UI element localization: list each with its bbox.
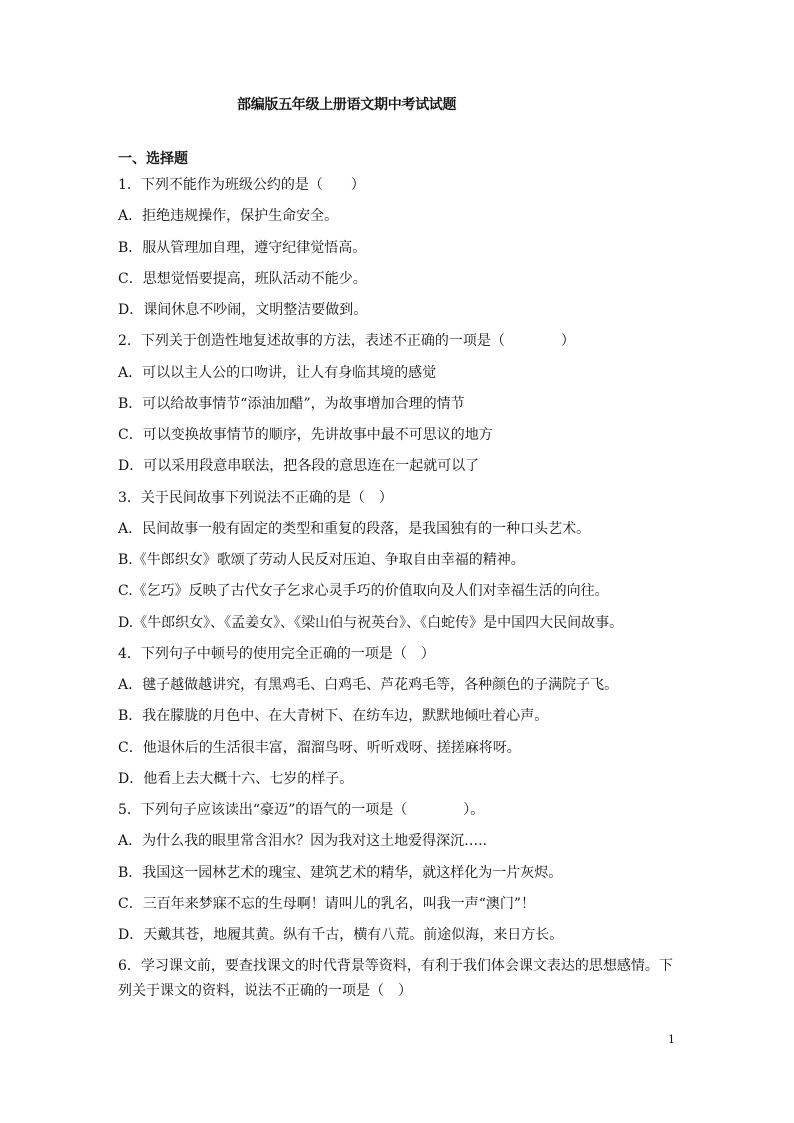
- question-2-option-a: A．可以以主人公的口吻讲，让人有身临其境的感觉: [118, 364, 437, 381]
- question-list: [118, 174, 688, 1012]
- question-4-option-c: C．他退休后的生活很丰富，溜溜鸟呀、听听戏呀、搓搓麻将呀。: [118, 739, 521, 756]
- document-title: 部编版五年级上册语文期中考试试题: [237, 97, 457, 113]
- question-2-option-d: D．可以采用段意串联法，把各段的意思连在一起就可以了: [118, 458, 480, 475]
- question-4-option-d: D．他看上去大概十六、七岁的样子。: [118, 770, 354, 787]
- question-2-option-b: B．可以给故事情节“添油加醋”，为故事增加合理的情节: [118, 395, 465, 412]
- question-1-stem: 1．下列不能作为班级公约的是（ ）: [118, 177, 365, 193]
- question-1-option-d: D．课间休息不吵闹，文明整洁要做到。: [118, 302, 368, 318]
- question-1-option-c: C．思想觉悟要提高，班队活动不能少。: [118, 270, 367, 287]
- question-5-option-a: A．为什么我的眼里常含泪水？因为我对这土地爱得深沉…..: [118, 833, 488, 850]
- question-4-option-a: A．毽子越做越讲究，有黑鸡毛、白鸡毛、芦花鸡毛等，各种颜色的子满院子飞。: [118, 677, 619, 693]
- question-5-option-b: B．我国这一园林艺术的瑰宝、建筑艺术的精华，就这样化为一片灰烬。: [118, 864, 563, 881]
- question-4-stem: 4．下列句子中顿号的使用完全正确的一项是（ ）: [118, 645, 435, 662]
- question-3-stem: 3．关于民间故事下列说法不正确的是（ ）: [118, 489, 393, 506]
- question-3-option-d: D.《牛郎织女》、《孟姜女》、《梁山伯与祝英台》、《白蛇传》是中国四大民间故事。: [118, 614, 624, 631]
- question-1-option-a: A．拒绝违规操作，保护生命安全。: [118, 208, 339, 225]
- question-6-stem: 6．学习课文前，要查找课文的时代背景等资料，有利于我们体会课文表达的思想感情。下: [118, 958, 673, 975]
- section-heading: 一、选择题: [118, 151, 188, 167]
- question-4-option-b: B．我在朦胧的月色中、在大青树下、在纺车边，默默地倾吐着心声。: [118, 708, 549, 725]
- question-3-option-a: A．民间故事一般有固定的类型和重复的段落，是我国独有的一种口头艺术。: [118, 520, 591, 537]
- page-number: 1: [668, 1033, 675, 1046]
- question-5-option-c: C．三百年来梦寐不忘的生母啊！请叫儿的乳名，叫我一声“澳门”！: [118, 895, 536, 912]
- question-3-option-c: C.《乞巧》反映了古代女子乞求心灵手巧的价值取向及人们对幸福生活的向往。: [118, 583, 609, 600]
- question-2-option-c: C．可以变换故事情节的顺序，先讲故事中最不可思议的地方: [118, 427, 493, 443]
- question-2-stem: 2．下列关于创造性地复述故事的方法，表述不正确的一项是（ ）: [118, 333, 575, 350]
- question-6-stem-continued: 列关于课文的资料，说法不正确的一项是（ ）: [118, 983, 412, 1000]
- question-3-option-b: B.《牛郎织女》歌颂了劳动人民反对压迫、争取自由幸福的精神。: [118, 552, 525, 568]
- question-5-option-d: D．天戴其苍，地履其黄。纵有千古，横有八荒。前途似海，来日方长。: [118, 927, 564, 943]
- question-5-stem: 5．下列句子应该读出“豪迈”的语气的一项是（ ）。: [118, 802, 485, 818]
- question-1-option-b: B．服从管理加自理，遵守纪律觉悟高。: [118, 239, 367, 256]
